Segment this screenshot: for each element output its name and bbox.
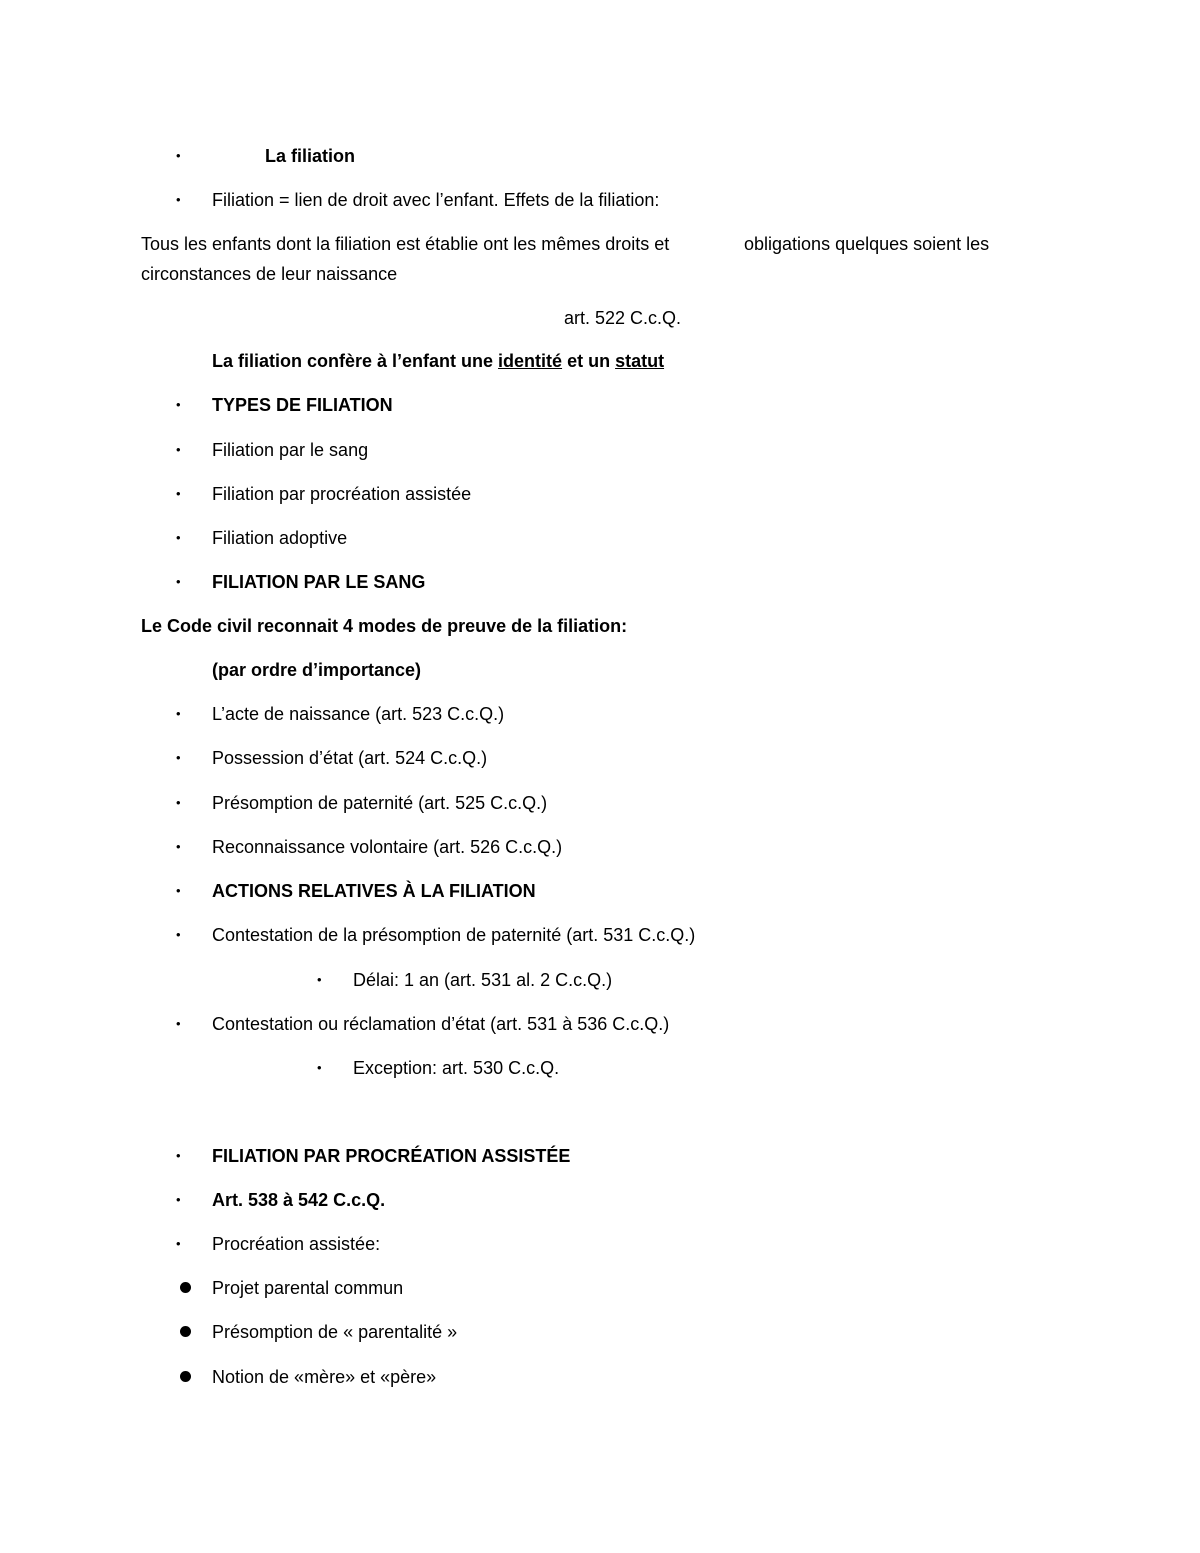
list-item: Procréation assistée: xyxy=(212,1234,381,1254)
underlined-identite: identité xyxy=(498,351,563,371)
paragraph-line-1a: Tous les enfants dont la filiation est établie ont les mêmes droits et xyxy=(141,234,670,254)
paragraph-line-1b: obligations quelques soient les xyxy=(744,234,990,254)
list-item: Filiation par le sang xyxy=(212,440,369,460)
list-item: Filiation = lien de droit avec l’enfant. Effets de la filiation: xyxy=(212,190,660,210)
paragraph-bold: (par ordre d’importance) xyxy=(212,660,422,680)
list-item-bold: Art. 538 à 542 C.c.Q. xyxy=(212,1190,386,1210)
bullet: • xyxy=(176,148,181,163)
statement-prefix: La filiation confère à l’enfant une xyxy=(212,351,499,371)
list-item: Projet parental commun xyxy=(212,1278,404,1298)
underlined-statut: statut xyxy=(615,351,665,371)
sub-list-item: Délai: 1 an (art. 531 al. 2 C.c.Q.) xyxy=(353,970,613,990)
bullet: • xyxy=(176,795,181,810)
bullet: • xyxy=(176,574,181,589)
bullet: • xyxy=(176,927,181,942)
section-heading: TYPES DE FILIATION xyxy=(212,395,393,415)
round-bullet xyxy=(180,1282,191,1293)
bullet: • xyxy=(176,530,181,545)
bullet: • xyxy=(176,1236,181,1251)
list-item: Filiation par procréation assistée xyxy=(212,484,472,504)
statement-identity-status xyxy=(212,350,664,372)
list-item: Contestation de la présomption de paternité (art. 531 C.c.Q.) xyxy=(212,925,696,945)
list-item: Possession d’état (art. 524 C.c.Q.) xyxy=(212,748,488,768)
round-bullet xyxy=(180,1326,191,1337)
round-bullet xyxy=(180,1371,191,1382)
list-item: Reconnaissance volontaire (art. 526 C.c.Q.) xyxy=(212,837,563,857)
bullet: • xyxy=(176,1148,181,1163)
list-item: Présomption de paternité (art. 525 C.c.Q.) xyxy=(212,793,548,813)
bullet: • xyxy=(176,839,181,854)
statement-mid: et un xyxy=(562,351,616,371)
bullet: • xyxy=(176,1192,181,1207)
bullet: • xyxy=(176,750,181,765)
bullet: • xyxy=(176,706,181,721)
citation: art. 522 C.c.Q. xyxy=(564,308,682,328)
section-heading: FILIATION PAR LE SANG xyxy=(212,572,426,592)
bullet: • xyxy=(176,1016,181,1031)
bullet: • xyxy=(317,972,322,987)
paragraph-bold: Le Code civil reconnait 4 modes de preuve de la filiation: xyxy=(141,616,628,636)
list-item: Contestation ou réclamation d’état (art. 531 à 536 C.c.Q.) xyxy=(212,1014,670,1034)
bullet: • xyxy=(176,192,181,207)
section-heading: FILIATION PAR PROCRÉATION ASSISTÉE xyxy=(212,1146,571,1166)
list-item: L’acte de naissance (art. 523 C.c.Q.) xyxy=(212,704,505,724)
paragraph-line-2: circonstances de leur naissance xyxy=(141,264,398,284)
list-item: Filiation adoptive xyxy=(212,528,348,548)
bullet: • xyxy=(176,883,181,898)
section-heading: ACTIONS RELATIVES À LA FILIATION xyxy=(212,881,536,901)
heading-la-filiation: La filiation xyxy=(265,146,355,166)
bullet: • xyxy=(176,397,181,412)
sub-list-item: Exception: art. 530 C.c.Q. xyxy=(353,1058,560,1078)
bullet: • xyxy=(317,1060,322,1075)
bullet: • xyxy=(176,486,181,501)
list-item: Notion de «mère» et «père» xyxy=(212,1367,437,1387)
bullet: • xyxy=(176,442,181,457)
list-item: Présomption de « parentalité » xyxy=(212,1322,458,1342)
